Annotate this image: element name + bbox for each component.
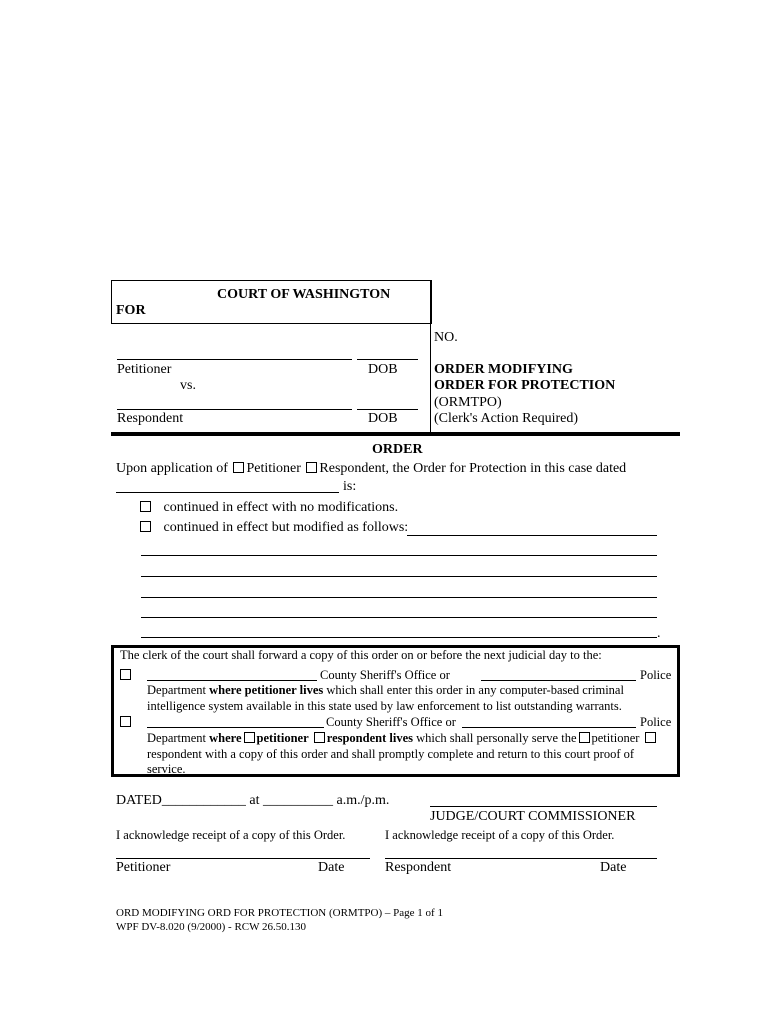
row2-line4: service. — [147, 762, 186, 776]
option-no-modifications — [138, 501, 398, 515]
header-rule — [111, 432, 680, 436]
upon-text: Upon application of — [116, 461, 228, 476]
respondent-option: Respondent, the Order for Protection in this case dated — [319, 461, 627, 476]
sheriff-label-2: County Sheriff's Office or — [326, 715, 456, 729]
modification-line[interactable] — [141, 597, 657, 598]
county-line-1[interactable] — [147, 680, 317, 681]
application-line — [116, 462, 626, 476]
respondent-checkbox[interactable] — [306, 462, 317, 473]
clerk-intro: The clerk of the court shall forward a copy of this order on or before the next judicial day to the: — [120, 648, 602, 662]
option-modified — [138, 521, 408, 535]
row2-line2: Department where petitioner respondent lives which shall personally serve the petitioner — [147, 732, 658, 745]
modification-line[interactable] — [141, 576, 657, 577]
petitioner-checkbox[interactable] — [233, 462, 244, 473]
respondent-signature-line[interactable] — [385, 858, 657, 859]
petitioner-dob-line[interactable] — [357, 359, 418, 360]
title-line-2: ORDER FOR PROTECTION — [434, 378, 616, 393]
clerk-action-note: (Clerk's Action Required) — [434, 411, 579, 426]
dated-line[interactable]: DATED____________ at __________ a.m./p.m. — [116, 793, 390, 808]
modification-line[interactable] — [141, 637, 657, 638]
modified-checkbox[interactable] — [140, 521, 151, 532]
respondent-line[interactable] — [117, 409, 352, 410]
row1-line2: Department where petitioner lives which shall enter this order in any computer-based criminal — [147, 683, 624, 697]
respondent-ack: I acknowledge receipt of a copy of this Order. — [385, 828, 615, 842]
respondent-label: Respondent — [117, 411, 184, 426]
respondent-dob-line[interactable] — [357, 409, 418, 410]
period: . — [657, 626, 661, 641]
modification-line[interactable] — [141, 555, 657, 556]
sheriff-option-2-checkbox[interactable] — [120, 716, 131, 727]
court-name: COURT OF WASHINGTON — [217, 287, 391, 302]
petitioner-signature-line[interactable] — [116, 858, 370, 859]
order-heading: ORDER — [372, 442, 423, 457]
case-number-label: NO. — [434, 330, 458, 345]
order-date-line[interactable] — [116, 492, 339, 493]
petitioner-date-label: Date — [318, 860, 345, 875]
serve-respondent-checkbox[interactable] — [645, 732, 656, 743]
judge-label: JUDGE/COURT COMMISSIONER — [430, 809, 636, 824]
police-label-1: Police — [640, 668, 672, 682]
where-respondent-checkbox[interactable] — [314, 732, 325, 743]
petitioner-ack: I acknowledge receipt of a copy of this Order. — [116, 828, 346, 842]
no-modifications-checkbox[interactable] — [140, 501, 151, 512]
police-label-2: Police — [640, 715, 672, 729]
form-abbreviation: (ORMTPO) — [434, 395, 502, 410]
modification-line[interactable] — [407, 535, 657, 536]
vs-label: vs. — [180, 378, 196, 393]
respondent-dob-label: DOB — [368, 411, 398, 426]
petitioner-dob-label: DOB — [368, 362, 398, 377]
for-label: FOR — [116, 303, 146, 318]
caption-divider — [430, 280, 431, 433]
where-petitioner-checkbox[interactable] — [244, 732, 255, 743]
modification-line[interactable] — [141, 617, 657, 618]
petitioner-sign-label: Petitioner — [116, 860, 171, 875]
county-line-2[interactable] — [147, 727, 324, 728]
row1-line3: intelligence system available in this state used by law enforcement to list outstanding warrants. — [147, 699, 622, 713]
title-line-1: ORDER MODIFYING — [434, 362, 573, 377]
respondent-sign-label: Respondent — [385, 860, 452, 875]
petitioner-option: Petitioner — [246, 461, 301, 476]
footer-form-title: ORD MODIFYING ORD FOR PROTECTION (ORMTPO) – Page 1 of 1 — [116, 907, 443, 919]
police-line-2[interactable] — [462, 727, 636, 728]
respondent-date-label: Date — [600, 860, 627, 875]
petitioner-label: Petitioner — [117, 362, 172, 377]
row2-line3: respondent with a copy of this order and shall promptly complete and return to this court proof of — [147, 747, 635, 761]
sheriff-label-1: County Sheriff's Office or — [320, 668, 450, 682]
modified-label: continued in effect but modified as follows: — [163, 520, 409, 535]
footer-form-number: WPF DV-8.020 (9/2000) - RCW 26.50.130 — [116, 921, 307, 933]
no-modifications-label: continued in effect with no modifications. — [163, 500, 399, 515]
police-line-1[interactable] — [481, 680, 636, 681]
serve-petitioner-checkbox[interactable] — [579, 732, 590, 743]
sheriff-option-1-checkbox[interactable] — [120, 669, 131, 680]
is-label: is: — [343, 479, 357, 494]
petitioner-line[interactable] — [117, 359, 352, 360]
judge-signature-line[interactable] — [430, 806, 657, 807]
